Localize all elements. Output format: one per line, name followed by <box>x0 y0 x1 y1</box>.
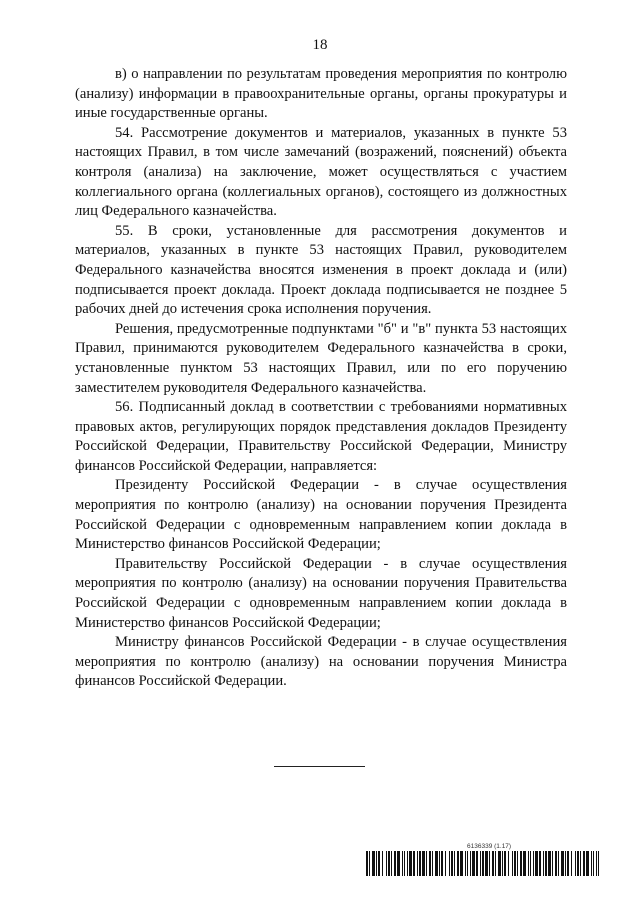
paragraph-54: 54. Рассмотрение документов и материалов, указанных в пункте 53 настоящих Правил, в том числе замечаний (возражений, пояснений) объекта контроля (анализа) на заключение, может осуществляться с участием коллегиального органа (коллегиальных органов), состоящего из должностных лиц Федерального казначейства. <box>75 124 567 220</box>
paragraph-56: 56. Подписанный доклад в соответствии с требованиями нормативных правовых актов, регулирующих порядок представления докладов Президенту Российской Федерации, Правительству Российской Федерации, Министру финансов Российской Федерации, направляется: <box>75 399 567 474</box>
end-separator-line <box>274 766 365 767</box>
paragraph-minister: Министру финансов Российской Федерации - в случае осуществления мероприятия по контролю (анализу) на основании поручения Министра финансов Российской Федерации. <box>75 634 567 690</box>
barcode-image <box>366 851 599 876</box>
page-number: 18 <box>312 37 328 53</box>
paragraph-item-v: в) о направлении по результатам проведения мероприятия по контролю (анализу) информации в правоохранительные органы, органы прокуратуры и иные государственные органы. <box>75 66 567 122</box>
paragraph-55: 55. В сроки, установленные для рассмотрения документов и материалов, указанных в пункте 53 настоящих Правил, руководителем Федерального казначейства вносятся изменения в проект доклада и (или) подписывается проект доклада. Проект доклада подписывается не позднее 5 рабочих дней до истечения срока исполнения поручения. <box>75 222 567 318</box>
paragraph-government: Правительству Российской Федерации - в случае осуществления мероприятия по контролю (анализу) на основании поручения Правительства Российской Федерации с одновременным направлением копии доклада в Министерство финансов Российской Федерации; <box>75 555 567 631</box>
barcode-caption: 6136339 (1.17) <box>467 843 512 850</box>
document-body <box>75 65 567 692</box>
paragraph-president: Президенту Российской Федерации - в случае осуществления мероприятия по контролю (анализу) на основании поручения Президента Российской Федерации с одновременным направлением копии доклада в Министерство финансов Российской Федерации; <box>75 477 567 553</box>
paragraph-decisions: Решения, предусмотренные подпунктами "б" и "в" пункта 53 настоящих Правил, принимаются руководителем Федерального казначейства в сроки, установленные пунктом 53 настоящих Правил, или по его поручению заместителем руководителя Федерального казначейства. <box>75 320 567 396</box>
